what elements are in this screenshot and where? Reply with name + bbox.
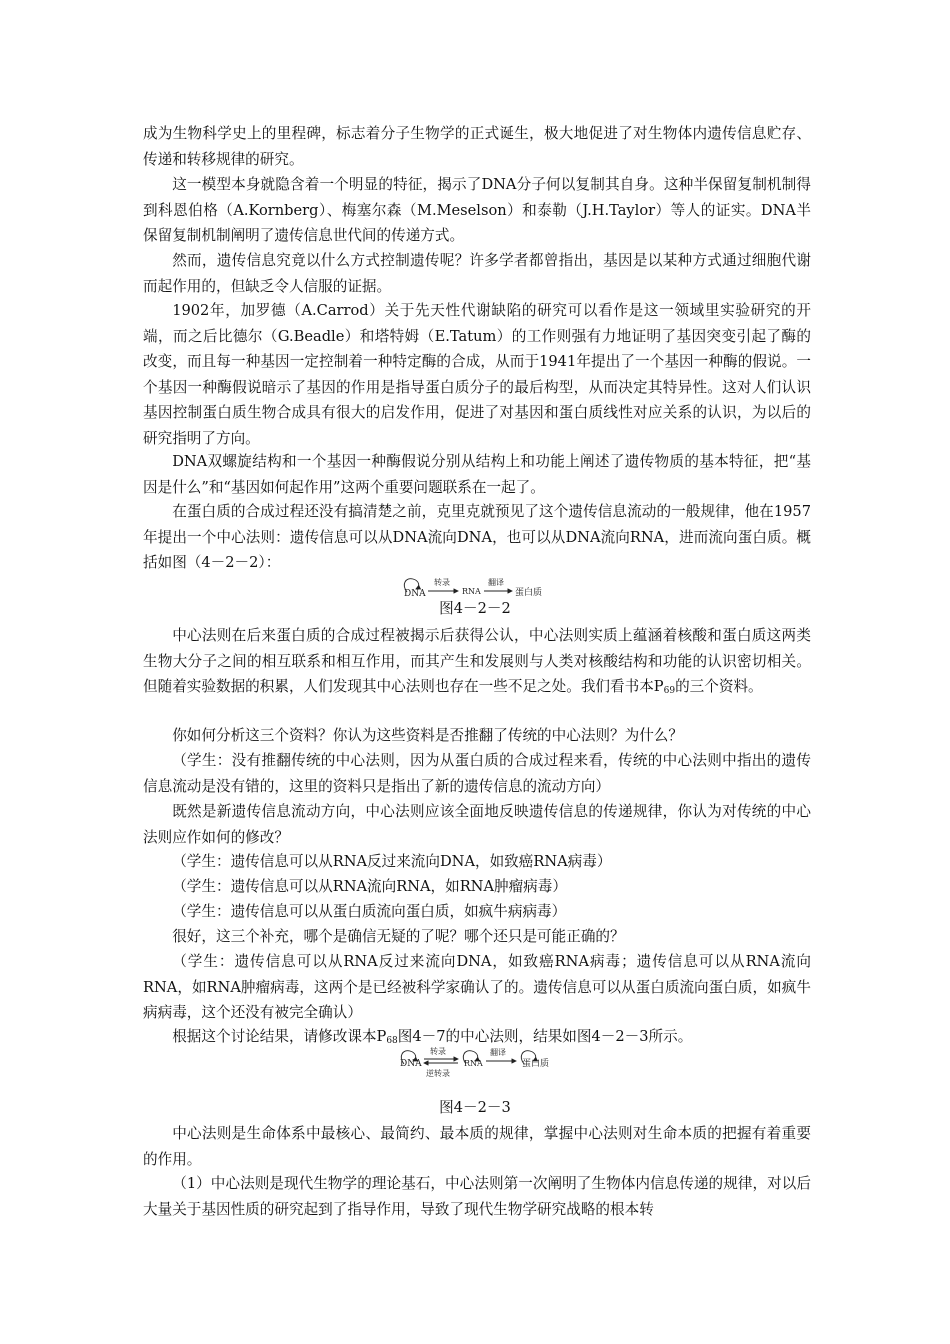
paragraph-4: 1902年，加罗德（A.Carrod）关于先天性代谢缺陷的研究可以看作是这一领域里实验研究的开端，而之后比德尔（G.Beadle）和塔特姆（E.Tatum）的工作则强有力地证明了基因突变引起了酶的改变，而且每一种基因一定控制着一种特定酶的合成，从而于1941年提出了一个基因一种酶的假说。一个基因一种酶假说暗示了基因的作用是指导蛋白质分子的最后构型，从而决定其特异性。这对人们认识基因控制蛋白质生物合成具有很大的启发作用，促进了对基因和蛋白质线性对应关系的认识，为以后的研究指明了方向。 (143, 302, 811, 447)
figure-caption-4-2-2: 图4－2－2 (439, 600, 511, 617)
transcription-label: 转录 (430, 1047, 446, 1056)
figure-caption-4-2-3: 图4－2－3 (439, 1099, 511, 1116)
paragraph-12: （学生：遗传信息可以从RNA流向RNA，如RNA肿瘤病毒） (172, 878, 567, 895)
modified-central-dogma-diagram (396, 1046, 566, 1080)
paragraph-11: （学生：遗传信息可以从RNA反过来流向DNA，如致癌RNA病毒） (172, 853, 612, 870)
paragraph-14: 很好，这三个补充，哪个是确信无疑的了呢？哪个还只是可能正确的？ (172, 928, 625, 945)
paragraph-7: 中心法则在后来蛋白质的合成过程被揭示后获得公认，中心法则实质上蕴涵着核酸和蛋白质这两类生物大分子之间的相互联系和相互作用，而其产生和发展则与人类对核酸结构和功能的认识密切相关。但随着实验数据的积累，人们发现其中心法则也存在一些不足之处。我们看书本$P_{69}$的三个资料。 (143, 627, 811, 696)
translation-label: 翻译 (488, 578, 504, 587)
paragraph-17: 中心法则是生命体系中最核心、最简约、最本质的规律，掌握中心法则对生命本质的把握有着重要的作用。 (143, 1125, 811, 1168)
paragraph-2: 这一模型本身就隐含着一个明显的特征，揭示了DNA分子何以复制其自身。这种半保留复制机制得到科恩伯格（A.Kornberg）、梅塞尔森（M.Meselson）和泰勒（J.H.Taylor）等人的证实。DNA半保留复制机制阐明了遗传信息世代间的传递方式。 (143, 176, 811, 244)
central-dogma-diagram (398, 576, 568, 598)
paragraph-6: 在蛋白质的合成过程还没有搞清楚之前，克里克就预见了这个遗传信息流动的一般规律，他在1957年提出一个中心法则：遗传信息可以从DNA流向DNA，也可以从DNA流向RNA，进而流向蛋白质。概括如图（4－2－2）： (143, 503, 811, 571)
paragraph-15: （学生：遗传信息可以从RNA反过来流向DNA，如致癌RNA病毒；遗传信息可以从RNA流向RNA，如RNA肿瘤病毒，这两个是已经被科学家确认了的。遗传信息可以从蛋白质流向蛋白质，如疯牛病病毒，这个还没有被完全确认） (143, 953, 811, 1021)
paragraph-10: 既然是新遗传信息流动方向，中心法则应该全面地反映遗传信息的传递规律，你认为对传统的中心法则应作如何的修改？ (143, 803, 811, 846)
paragraph-1: 成为生物科学史上的里程碑，标志着分子生物学的正式诞生，极大地促进了对生物体内遗传信息贮存、传递和转移规律的研究。 (143, 125, 811, 168)
page-ref-69: 69 (663, 686, 676, 696)
transcription-label: 转录 (434, 578, 450, 587)
paragraph-9: （学生：没有推翻传统的中心法则，因为从蛋白质的合成过程来看，传统的中心法则中指出的遗传信息流动是没有错的，这里的资料只是指出了新的遗传信息的流动方向） (143, 752, 811, 795)
paragraph-3: 然而，遗传信息究竟以什么方式控制遗传呢？许多学者都曾指出，基因是以某种方式通过细胞代谢而起作用的，但缺乏令人信服的证据。 (143, 252, 811, 295)
protein-node: 蛋白质 (522, 1059, 550, 1069)
paragraph-13: （学生：遗传信息可以从蛋白质流向蛋白质，如疯牛病病毒） (172, 903, 567, 920)
paragraph-5: DNA双螺旋结构和一个基因一种酶假说分别从结构上和功能上阐述了遗传物质的基本特征，把“基因是什么”和“基因如何起作用”这两个重要问题联系在一起了。 (143, 453, 811, 496)
page-ref-68: 68 (386, 1036, 398, 1046)
paragraph-18: （1）中心法则是现代生物学的理论基石，中心法则第一次阐明了生物体内信息传递的规律，对以后大量关于基因性质的研究起到了指导作用，导致了现代生物学研究战略的根本转 (143, 1175, 811, 1218)
rna-node: RNA (464, 1059, 483, 1068)
rna-node: RNA (462, 587, 481, 596)
reverse-transcription-label: 逆转录 (426, 1069, 450, 1078)
protein-node: 蛋白质 (515, 588, 543, 598)
paragraph-16: 根据这个讨论结果，请修改课本$P_{68}$图4－7的中心法则，结果如图4－2－3所示。 (172, 1028, 693, 1046)
translation-label: 翻译 (490, 1048, 506, 1057)
dna-node: DNA (404, 589, 426, 598)
dna-node: DNA (400, 1059, 422, 1069)
paragraph-8: 你如何分析这三个资料？你认为这些资料是否推翻了传统的中心法则？为什么？ (172, 727, 683, 744)
